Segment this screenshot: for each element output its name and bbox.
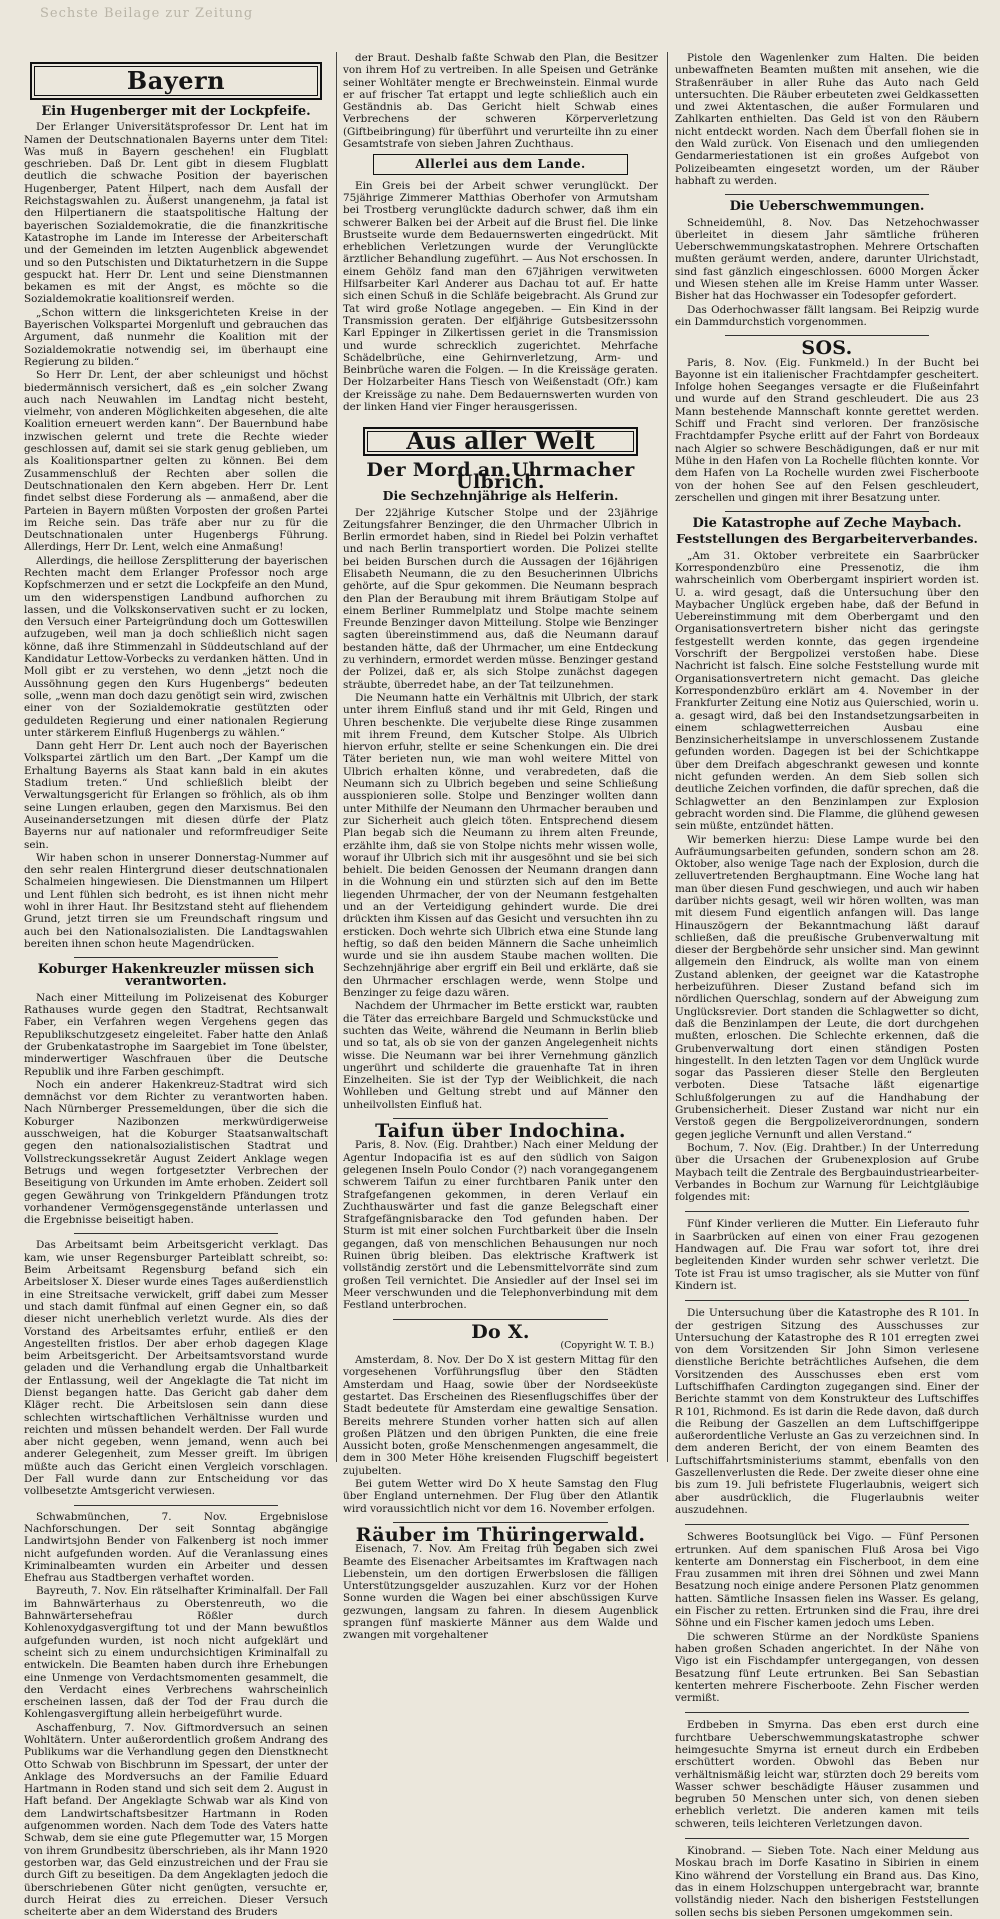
headline-sos: SOS. [801, 337, 853, 360]
separator [685, 1838, 969, 1839]
headline-koburger: Koburger Hakenkreuzler müssen sich verantworten. [37, 962, 315, 990]
paragraph: Die Neumann hatte ein Verhältnis mit Ulbrich, der stark unter ihrem Einfluß stand und ihr mit Geld, Ringen und Uhren beschenkte. Die verjubelte diese Ringe zusammen mit ihrem Freund, dem Kutscher Stolpe. Als Ulbrich hiervon erfuhr, stellte er seine Schenkungen ein. Die drei Täter berieten nun, wie man wohl weitere Mittel von Ulbrich erhalten könne, und verabredeten, daß die Neumann sich zu Ulbrich begeben und seine Schließung ausspionieren solle. Stolpe und Benzinger wollten dann unter Mithilfe der Neumann den Uhrmacher berauben und zur Sicherheit auch gleich töten. Entsprechend diesem Plan begab sich die Neumann zu ihrem alten Freunde, erzählte ihm, daß sie von Stolpe nichts mehr wissen wolle, worauf ihr Ulbrich sich mit ihr ausgesöhnt und sie bei sich behielt. Die beiden Genossen der Neumann drangen dann in die Wohnung ein und stürzten sich auf den im Bette liegenden Uhrmacher, der von der Neumann festgehalten und an der Verteidigung gehindert wurde. Die drei drückten ihm Kissen auf das Gesicht und versuchten ihn zu ersticken. Doch wehrte sich Ulbrich etwa eine Stunde lang heftig, so daß den beiden Männern die Sache unheimlich wurde und sie ihn ausdem Staube machen wollten. Die Sechzehnjährige aber ergriff ein Beil und erklärte, daß sie den Uhrmacher erschlagen werde, wenn Stolpe und Benzinger zu feige dazu wären. [343, 691, 658, 1000]
separator [685, 1300, 969, 1301]
paragraph: Nachdem der Uhrmacher im Bette erstickt war, raubten die Täter das erreichbare Bargeld und Schmuckstücke und suchten das Weite, während die Neumann in Berlin blieb und so tat, als ob sie von der ganzen Angelegenheit nichts wisse. Die Neumann war bei ihrer Vernehmung gänzlich ungerührt und schilderte die grauenhafte Tat in ihren Einzelheiten. Sie ist der Typ der Weiblichkeit, die nach Wohlleben und Geltung strebt und auf Männer den unheilvollsten Einfluß hat. [343, 1000, 658, 1111]
paragraph: So Herr Dr. Lent, der aber schleunigst und höchst biedermännisch versichert, daß es „ein solcher Zwang auch nach Neuwahlen im Landtag nicht besteht, vielmehr, von anderen Möglichkeiten abgesehen, die alte Koalition erneuert werden kann“. Der Bauernbund habe inzwischen gelernt und trete die Rechte wieder geschlossen auf, damit sei sie stark genug geblieben, um als Koalitionspartner gelten zu können. Bei dem Zusammenschluß der Rechten aber sollen die Deutschnationalen den Kern abgeben. Herr Dr. Lent findet selbst diese Forderung als — anmaßend, aber die Parteien in Bayern müßten Vorposten der großen Partei im Reiche sein. Das träfe aber nur zu für die Deutschnationalen unter Hugenbergs Führung. Allerdings, Herr Dr. Lent, welch eine Anmaßung! [24, 369, 328, 554]
subheadline-katastrophe: Feststellungen des Bergarbeiterverbandes. [676, 531, 978, 547]
headline-mord: Der Mord an Uhrmacher Ulbrich. [366, 458, 635, 493]
column-rule-1 [336, 52, 337, 1462]
paragraph: Schwabmünchen, 7. Nov. Ergebnislose Nachforschungen. Der seit Sonntag abgängige Landwirtsjohn Bender von Falkenberg ist noch immer nicht aufgefunden worden. Auf die Veranlassung eines Kriminalbeamten wurden ein Arbeiter und dessen Ehefrau aus Stadtbergen verhaftet worden. [24, 1510, 328, 1585]
separator [685, 1712, 969, 1713]
paragraph: Wir haben schon in unserer Donnerstag-Nummer auf den sehr realen Hintergrund dieser deutschnationalen Schalmeien hingewiesen. Die Dienstmannen um Hilpert und Lent fühlen sich bedroht, es ist ihnen nicht mehr wohl in ihrer Haut. Ihr Besitzstand steht auf fliehendem Grund, jetzt tirren sie um Freundschaft ringsum und auch bei den Nationalsozialisten. Die Landtagswahlen bereiten ihnen schon heute Magendrücken. [24, 851, 328, 950]
column-rule-2 [667, 52, 668, 1462]
headline-dox: Do X. [471, 1320, 530, 1343]
separator [685, 1211, 969, 1212]
paragraph: Paris, 8. Nov. (Eig. Drahtber.) Nach einer Meldung der Agentur Indopacifia ist es auf den südlich von Saigon gelegenen Inseln Poulo Condor (?) nach vorangegangenem schwerem Taifun zu einer furchtbaren Panik unter den Strafgefangenen gekommen, in deren Verlauf ein Zuchthauswärter und fast die ganze Belegschaft einer Strafgefängnisbaracke den Tod gefunden haben. Der Sturm ist mit einer solchen Furchtbarkeit über die Inseln gegangen, daß von menschlichen Behausungen nur noch Ruinen übrig bleiben. Das elektrische Kraftwerk ist vollständig zerstört und die Lebensmittelvorräte sind zum großen Teil vernichtet. Die Ansiedler auf der Insel sei im Meer verschwunden und die Telephonverbindung mit dem Festland unterbrochen. [343, 1139, 658, 1312]
paragraph: Bei gutem Wetter wird Do X heute Samstag den Flug über England unternehmen. Der Flug über den Atlantik wird voraussichtlich nicht vor dem 16. November erfolgen. [343, 1478, 658, 1515]
paragraph: Schweres Bootsunglück bei Vigo. — Fünf Personen ertrunken. Auf dem spanischen Fluß Arosa bei Vigo kenterte am Donnerstag ein Fischerboot, in dem eine Frau zusammen mit ihren drei Söhnen und zwei Mann Besatzung noch einige andere Personen Platz genommen hatten. Sämtliche Insassen fielen ins Wasser. Es gelang, ein Fischer zu retten. Ertrunken sind die Frau, ihre drei Söhne und ein Fischer kamen jedoch ums Leben. [675, 1531, 979, 1630]
headline-ueberschwemmungen: Die Ueberschwemmungen. [729, 199, 925, 215]
column-2 [343, 52, 658, 1642]
headline-raeuber: Räuber im Thüringerwald. [355, 1523, 646, 1546]
subheadline-mord: Die Sechzehnjährige als Helferin. [382, 488, 619, 504]
separator [725, 194, 929, 195]
separator [393, 1522, 608, 1523]
headline-taifun: Taifun über Indochina. [375, 1120, 626, 1143]
paragraph: Erdbeben in Smyrna. Das eben erst durch eine furchtbare Ueberschwemmungskatastrophe schwer heimgesuchte Smyrna ist erneut durch ein Erdbeben erschüttert worden. Obwohl das Beben nur verhältnismäßig leicht war, stürzten doch 29 bereits vom Wasser schwer beschädigte Häuser zusammen und begruben 50 Menschen unter sich, von denen sieben erheblich verletzt. Die anderen kamen mit teils schweren, teils leichteren Verletzungen davon. [675, 1719, 979, 1830]
paragraph: Kinobrand. — Sieben Tote. Nach einer Meldung aus Moskau brach im Dorfe Kasatino in Sibirien in einem Kino während der Vorstellung ein Brand aus. Das Kino, das in einem Holzschuppen untergebracht war, brannte vollständig nieder. Nach den bisherigen Feststellungen sollen sechs bis sieben Personen umgekommen sein. [675, 1845, 979, 1919]
separator [725, 511, 929, 512]
paragraph: Schneidemühl, 8. Nov. Das Netzehochwasser überleitet in diesem Jahr sämtliche früheren Ueberschwemmungskatastrophen. Mehrere Ortschaften mußten geräumt werden, andere, darunter Ulrichstadt, sind fast gänzlich eingeschlossen. 6000 Morgen Äcker und Wiesen stehen alle im Kreise Hamm unter Wasser. Bisher hat das Hochwasser ein Todesopfer gefordert. [675, 216, 979, 303]
paragraph: Die schweren Stürme an der Nordküste Spaniens haben großen Schaden angerichtet. In der Nähe von Vigo ist ein Fischdampfer untergegangen, von dessen Besatzung fünf Leute ertrunken. Bei San Sebastian kenterten mehrere Fischerboote. Zehn Fischer werden vermißt. [675, 1630, 979, 1705]
paragraph: Der Erlanger Universitätsprofessor Dr. Lent hat im Namen der Deutschnationalen Bayerns unter dem Titel: Was muß in Bayern geschehen! ein Flugblatt geschrieben. Daß Dr. Lent gibt in diesem Flugblatt deutlich die schwache Position der bayerischen Hugenberger, Patent Hilpert, nach dem Ausfall der Reichstagswahlen zu. Äußerst unangenehm, ja fatal ist den Hilpertianern die staatspolitische Haltung der bayerischen Sozialdemokratie, die die finanzkritische Katastrophe im Lande im Interesse der Arbeiterschaft und der Gemeinden im letzten Augenblick abgewendet und so den Putschisten und Diktaturhetzern in die Suppe gespuckt hat. Herr Dr. Lent und seine Dienstmannen bekamen es mit der Angst, es möchte so die Sozialdemokratie koalitionsreif werden. [24, 121, 328, 306]
paragraph: Paris, 8. Nov. (Eig. Funkmeld.) In der Bucht bei Bayonne ist ein italienischer Frachtdampfer gescheitert. Infolge hohen Seeganges versagte er die Flußeinfahrt und wurde auf den Strand geschleudert. Die aus 23 Mann bestehende Mannschaft konnte gerettet werden. Schiff und Fracht sind verloren. Der französische Frachtdampfer Psyche erlitt auf der Fahrt von Bordeaux nach Algier so schwere Beschädigungen, daß er nur mit Mühe in den Hafen von La Rochelle flüchten konnte. Vor dem Hafen von La Rochelle wurden zwei Fischerboote von der hohen See auf den Felsen geschleudert, zerschellen und gingen mit ihrer Besatzung unter. [675, 356, 979, 504]
separator [74, 1233, 278, 1234]
paragraph: Der 22jährige Kutscher Stolpe und der 23jährige Zeitungsfahrer Benzinger, die den Uhrmacher Ulbrich in Berlin ermordet haben, sind in Riedel bei Polzin verhaftet und nach Berlin transportiert worden. Die Polizei stellte bei beiden Burschen durch die Aussagen der 16jährigen Elisabeth Neumann, die zu den Besucherinnen Ulbrichs gehörte, auf die Spur gekommen. Die Neumann besprach den Plan der Beraubung mit ihrem Bräutigam Stolpe auf einem Berliner Rummelplatz und Stolpe machte seinem Freunde Benzinger davon Mitteilung. Stolpe wie Benzinger sagten übereinstimmend aus, daß die Neumann darauf bestanden hätte, daß der Uhrmacher, um eine Entdeckung zu verhindern, ermordet werden müsse. Benzinger gestand der Polizei, daß er, als sich Stolpe zunächst dagegen sträubte, überredet habe, an der Tat teilzunehmen. [343, 506, 658, 691]
separator [393, 1319, 608, 1320]
paragraph: Das Oderhochwasser fällt langsam. Bei Reipzig wurde ein Dammdurchstich vorgenommen. [675, 303, 979, 328]
paragraph: Allerdings, die heillose Zersplitterung der bayerischen Rechten macht dem Erlanger Professor noch arge Kopfschmerzen und er setzt die Lockpfeife an den Mund, um den widerspenstigen Landbund aufhorchen zu lassen, und die Volkskonservativen sucht er zu locken, den Versuch einer Parteigründung doch um Gotteswillen aufzugeben, weil man ja doch schließlich nicht sagen könne, daß ihre Stimmenzahl in Süddeutschland auf der Kandidatur Lettow-Vorbecks zu verdanken hätten. Und in Moll gibt er zu verstehen, wo denn „jetzt noch die Aussöhnung gegen den Kurs Hugenbergs“ bedeuten solle, „wenn man doch dazu genötigt sein wird, zwischen einer von der Sozialdemokratie gestützten oder geduldeten Regierung und einer nationalen Regierung unter stärkerem Einfluß Hugenbergs zu wählen.“ [24, 554, 328, 739]
rubric-bayern [30, 62, 322, 100]
paragraph: Dann geht Herr Dr. Lent auch noch der Bayerischen Volkspartei zärtlich um den Bart. „Der Kampf um die Erhaltung Bayerns als Staat kann bald in ein akutes Stadium treten.“ Und schließlich bleibt der Verwaltungsgericht für Erlangen so fröhlich, als ob ihm seine Lungen erlauben, gegen den Marxismus. Bei den Auseinandersetzungen mit diesen dürfe der Platz Bayerns nur auf nationaler und reformfreudiger Seite sein. [24, 740, 328, 851]
column-1 [24, 52, 328, 1919]
headline-katastrophe: Die Katastrophe auf Zeche Maybach. [692, 516, 962, 532]
paragraph: der Braut. Deshalb faßte Schwab den Plan, die Besitzer von ihrem Hof zu vertreiben. In alle Speisen und Getränke seiner Wohltäter mengte er Brechweinstein. Einmal wurde er auf frischer Tat ertappt und legte schließlich auch ein Geständnis ab. Das Gericht hielt Schwab eines Verbrechens der schweren Körperverletzung (Giftbeibringung) für überführt und verurteilte ihn zu einer Gesamtstrafe von sieben Jahren Zuchthaus. [343, 52, 658, 151]
rubric-label: Bayern [126, 65, 226, 95]
paragraph: Bayreuth, 7. Nov. Ein rätselhafter Kriminalfall. Der Fall im Bahnwärterhaus zu Oberstenreuth, wo die Bahnwärtersehefrau Rößler durch Kohlenoxydgasvergiftung tot und der Mann bewußtlos aufgefunden wurden, ist noch nicht aufgeklärt und scheint sich zu einem undurchsichtigen Kriminalfall zu entwickeln. Die Beamten haben durch ihre Erhebungen eine Unmenge von Verdachtsmomenten gesammelt, die den Verdacht eines Verbrechens wahrscheinlich erscheinen lassen, daß der Tod der Frau durch die Kohlengasvergiftung allein herbeigeführt wurde. [24, 1585, 328, 1721]
rubric-aus-aller-welt: Aus aller Welt [363, 427, 638, 455]
separator [685, 1524, 969, 1525]
paragraph: Bochum, 7. Nov. (Eig. Drahtber.) In der Unterredung über die Ursachen der Grubenexplosion auf Grube Maybach teilt die Zentrale des Bergbauindustriearbeiter-Verbandes in Bochum zur Warnung für Leichtgläubige folgendes mit: [675, 1141, 979, 1204]
separator [725, 335, 929, 336]
paragraph: „Schon wittern die linksgerichteten Kreise in der Bayerischen Volkspartei Morgenluft und gebrauchen das Argument, daß nunmehr die Koalition mit der Sozialdemokratie notwendig sei, im überhaupt eine Regierung zu bilden.“ [24, 306, 328, 368]
separator [393, 1118, 608, 1119]
paragraph: Fünf Kinder verlieren die Mutter. Ein Lieferauto fuhr in Saarbrücken auf einen von einer Frau gezogenen Handwagen auf. Die Frau war sofort tot, ihre drei begleitenden Kinder wurden sehr schwer verletzt. Die Tote ist Frau ist umso tragischer, als sie Mutter von fünf Kindern ist. [675, 1218, 979, 1292]
faint-masthead: Sechste Beilage zur Zeitung [40, 6, 254, 21]
paragraph: Aschaffenburg, 7. Nov. Giftmordversuch an seinen Wohltätern. Unter außerordentlich großem Andrang des Publikums war die Verhandlung gegen den Dienstknecht Otto Schwab von Bischbrunn im Spessart, der unter der Anklage des Mordversuchs an der Familie Eduard Hartmann in Roden stand und sich seit dem 2. August in Haft befand. Der Angeklagte Schwab war als Kind von dem Landwirtschaftsbesitzer Hartmann in Roden aufgenommen worden. Nach dem Tode des Vaters hatte Schwab, dem sie eine gute Pflegemutter war, 15 Morgen von ihrem Grundbesitz überschrieben, als ihr Mann 1920 gestorben war, das Geld einzustreichen und der Frau sie durch Gift zu beseitigen. Da dem Angeklagten jedoch die überschriebenen Güter nicht genügten, versuchte er, durch Heirat dies zu erreichen. Dieser Versuch scheiterte aber an dem Widerstand des Bruders [24, 1721, 328, 1919]
paragraph: Pistole den Wagenlenker zum Halten. Die beiden unbewaffneten Beamten mußten mit ansehen, wie die Straßenräuber in aller Ruhe das Auto nach Geld untersuchten. Die Räuber erbeuteten zwei Geldkassetten und zwei Aktentaschen, die außer Formularen und Zahlkarten enthielten. Das Geld ist von den Räubern nicht entdeckt worden. Nach dem Überfall flohen sie in den Wald zurück. Von Eisenach und den umliegenden Gendarmeriestationen ist ein großes Aufgebot von Polizeibeamten eingesetzt worden, um der Räuber habhaft zu werden. [675, 52, 979, 187]
paragraph: Ein Greis bei der Arbeit schwer verunglückt. Der 75jährige Zimmerer Matthias Oberhofer von Armutsham bei Trostberg verunglückte dadurch schwer, daß ihm ein schwerer Balken bei der Arbeit auf die Brust fiel. Die linke Brustseite wurde dem Bedauernswerten eingedrückt. Mit erheblichen Verletzungen wurde der Verunglückte ärztlicher Behandlung zugeführt. — Aus Not erschossen. In einem Gehölz fand man den 67jährigen verwitweten Hilfsarbeiter Karl Anderer aus Dachau tot auf. Er hatte sich einen Schuß in die Schläfe beigebracht. Als Grund zur Tat wird große Notlage angegeben. — Ein Kind in der Transmission geraten. Der elfjährige Gutsbesitzerssohn Karl Eppinger in Zilkertissen geriet in die Transmission und wurde schrecklich zugerichtet. Mehrfache Schädelbrüche, eine Gehirnverletzung, Arm- und Beinbrüche waren die Folgen. — In die Kreissäge geraten. Der Holzarbeiter Hans Tiesch von Weißenstadt (Ofr.) kam der Kreissäge zu nahe. Dem Bedauernswerten wurden von der linken Hand vier Finger herausgerissen. [343, 179, 658, 414]
rubric-allerlei: Allerlei aus dem Lande. [373, 154, 628, 174]
paragraph: Wir bemerken hierzu: Diese Lampe wurde bei den Aufräumungsarbeiten gefunden, sondern schon am 28. Oktober, also wenige Tage nach der Explosion, durch die zelluvertretenden Berghauptmann. Eine Woche lang hat man über diesen Fund geschwiegen, und auch wir haben darüber nichts gesagt, weil wir hören wollten, was man mit diesem Fund eigentlich anfangen will. Das lange Hinauszögern der Bekanntmachung läßt darauf schließen, daß die preußische Grubenverwaltung mit dieser der Bergbehörde sehr unsicher sind. Man gewinnt allgemein den Eindruck, als wollte man von einem Zustand ablenken, der geeignet war die Katastrophe herbeizuführen. Dieser Zustand befand sich im nördlichen Querschlag, sondern auf der Abweigung zum Unglücksrevier. Dort standen die Schlagwetter so dicht, daß die Benzinlampen der Leute, die dort durchgehen mußten, erloschen. Die Schlechte erkennen, daß die Grubenverwaltung dort einen ständigen Posten hingestellt. In den letzten Tagen vor dem Unglück wurde sogar das Passieren dieser Stelle den Bergleuten verboten. Diese Tatsache läßt eigenartige Schlußfolgerungen zu auf die Handhabung der Grubensicherheit. Dieser Zustand war nicht nur ein Verstoß gegen die Bergpolizeiverordnungen, sondern gegen jegliche Vernunft und allen Verstand.“ [675, 833, 979, 1141]
paragraph: Das Arbeitsamt beim Arbeitsgericht verklagt. Das kam, wie unser Regensburger Parteiblatt schreibt, so: Beim Arbeitsamt Regensburg befand sich ein Arbeitsloser X. Dieser wurde eines Tages außerdienstlich in eine Streitsache verwickelt, griff dabei zum Messer und stach damit fünfmal auf einen Gegner ein, so daß dieser nicht unerheblich verletzt wurde. Als dies der Vorstand des Arbeitsamtes erfuhr, entließ er den Angestellten fristlos. Der aber erhob dagegen Klage beim Arbeitsgericht. Der Arbeitsamtsvorstand wurde geladen und die Verhandlung ergab die Unhaltbarkeit der Entlassung, weil der Angeklagte die Tat nicht im Dienst begangen hatte. Das Gericht gab daher dem Kläger recht. Die Arbeitslosen sein dann diese schlechten wirtschaftlichen Verhältnisse wurden und reichten und müssen behandelt werden. Der Fall wurde aber nicht gegeben, wenn jemand, wenn auch bei anderer Gelegenheit, zum Messer greift. Im übrigen müßte auch das Gericht einen Vergleich vorschlagen. Der Fall wurde dann zur Entscheidung vor das vollbesetzte Amtsgericht verwiesen. [24, 1239, 328, 1498]
headline-hugenberger: Ein Hugenberger mit der Lockpfeife. [41, 104, 311, 119]
paragraph: Eisenach, 7. Nov. Am Freitag früh begaben sich zwei Beamte des Eisenacher Arbeitsamtes im Kraftwagen nach Liebenstein, um den dortigen Erwerbslosen die fälligen Unterstützungsgelder auszuzahlen. Kurz vor der Hohen Sonne wurden die Wagen bei einer abschüssigen Kurve gezwungen, langsam zu fahren. In diesem Augenblick sprangen fünf maskierte Männer aus dem Walde und zwangen mit vorgehaltener [343, 1543, 658, 1642]
paragraph: „Am 31. Oktober verbreitete ein Saarbrücker Korrespondenzbüro eine Pressenotiz, die ihm wahrscheinlich vom Oberbergamt inspiriert worden ist. U. a. wird gesagt, daß die Untersuchung über den Maybacher Unglück ergeben habe, daß der Befund in Uebereinstimmung mit dem Oberbergamt und den Organisationsvertretern bisher nicht das geringste festgestellt werden konnte, das gegen irgendeine Vorschrift der Bergpolizei verstoßen habe. Diese Nachricht ist falsch. Eine solche Feststellung wurde mit Organisationsvertretern nicht gemacht. Das gleiche Korrespondenzbüro erklärt am 4. November in der Frankfurter Zeitung eine Notiz aus Quierschied, worin u. a. gesagt wird, daß bei den Instandsetzungsarbeiten in einem schlagwetterreichen Ausbau eine Benzinsicherheitslampe in unverschlossenem Zustande gefunden worden. Dagegen ist bei der Schichtkappe über dem Dreifach abgeschrankt gewesen und konnte nicht gefunden werden. An dem Sieb sollen sich deutliche Zeichen vorfinden, die dafür sprechen, daß die Schlagwetter an den Benzinlampen zur Explosion gebracht worden sind. Die Flamme, die glühend gewesen sein müßte, entzündet hätten. [675, 549, 980, 833]
paragraph: Noch ein anderer Hakenkreuz-Stadtrat wird sich demnächst vor dem Richter zu verantworten haben. Nach Nürnberger Pressemeldungen, über die sich die Koburger Nazibonzen merkwürdigerweise ausschweigen, hat die Koburger Staatsanwaltschaft gegen den nationalsozialistischen Stadtrat und Vollstreckungssekretär August Zeidert Anklage wegen Betrugs und wegen fortgesetzter Verbrechen der Beseitigung von Urkunden im Amte erhoben. Zeidert soll gegen Gewährung von Trinkgeldern Pfändungen trotz vorhandener Vermögensgegenstände unterlassen und die Ergebnisse beiseitigt haben. [24, 1078, 328, 1227]
copyright-note: (Copyright W. T. B.) [560, 1339, 654, 1351]
paragraph: Nach einer Mitteilung im Polizeisenat des Koburger Rathauses wurde gegen den Stadtrat, Rechtsanwalt Faber, ein Verfahren wegen Vergehens gegen das Republikschutzgesetz eingeleitet. Faber hatte den Anlaß der Grubenkatastrophe im Saargebiet im Tone übelster, minderwertiger Waschfrauen über die Deutsche Republik und ihre Farben geschimpft. [24, 991, 328, 1078]
column-3 [675, 52, 980, 1919]
separator [74, 1505, 278, 1506]
paragraph: Die Untersuchung über die Katastrophe des R 101. In der gestrigen Sitzung des Ausschusses zur Untersuchung der Katastrophe des R 101 erregten zwei von dem Vorsitzenden Sir John Simon verlesene dienstliche Berichte beträchtliches Aufsehen, die dem Vorsitzenden des Ausschusses eben erst vom Luftschiffhafen Cardington zugegangen sind. Einer der Berichte stammt von dem Konstrukteur des Luftschiffes R 101, Richmond. Es ist darin die Rede davon, daß durch die Reibung der Gaszellen an dem Luftschiffgerippe außerordentliche Verluste an Gas zu verzeichnen sind. In dem anderen Bericht, der von einem Beamten des Luftschiffahrtsministeriums stammt, ebenfalls von den Gaszellenverlusten die Rede. Der zweite dieser ohne eine bis zum 19. Juli befristete Flugerlaubnis, weigert sich aber ausdrücklich, die Flugerlaubnis weiter auszudehnen. [675, 1307, 979, 1516]
separator [74, 957, 278, 958]
paragraph: Amsterdam, 8. Nov. Der Do X ist gestern Mittag für den vorgesehenen Vorführungsflug über den Städten Amsterdam und Haag, sowie über der Nordseeküste gestartet. Das Erscheinen des Riesenflugschiffes über der Stadt bedeutete für Amsterdam eine gewaltige Sensation. Bereits mehrere Stunden vorher hatten sich auf allen großen Plätzen und den übrigen Punkten, die eine freie Aussicht boten, große Menschenmengen angesammelt, die dem in 300 Meter Höhe kreisenden Flugschiff begeistert zujubelten. [343, 1354, 658, 1477]
